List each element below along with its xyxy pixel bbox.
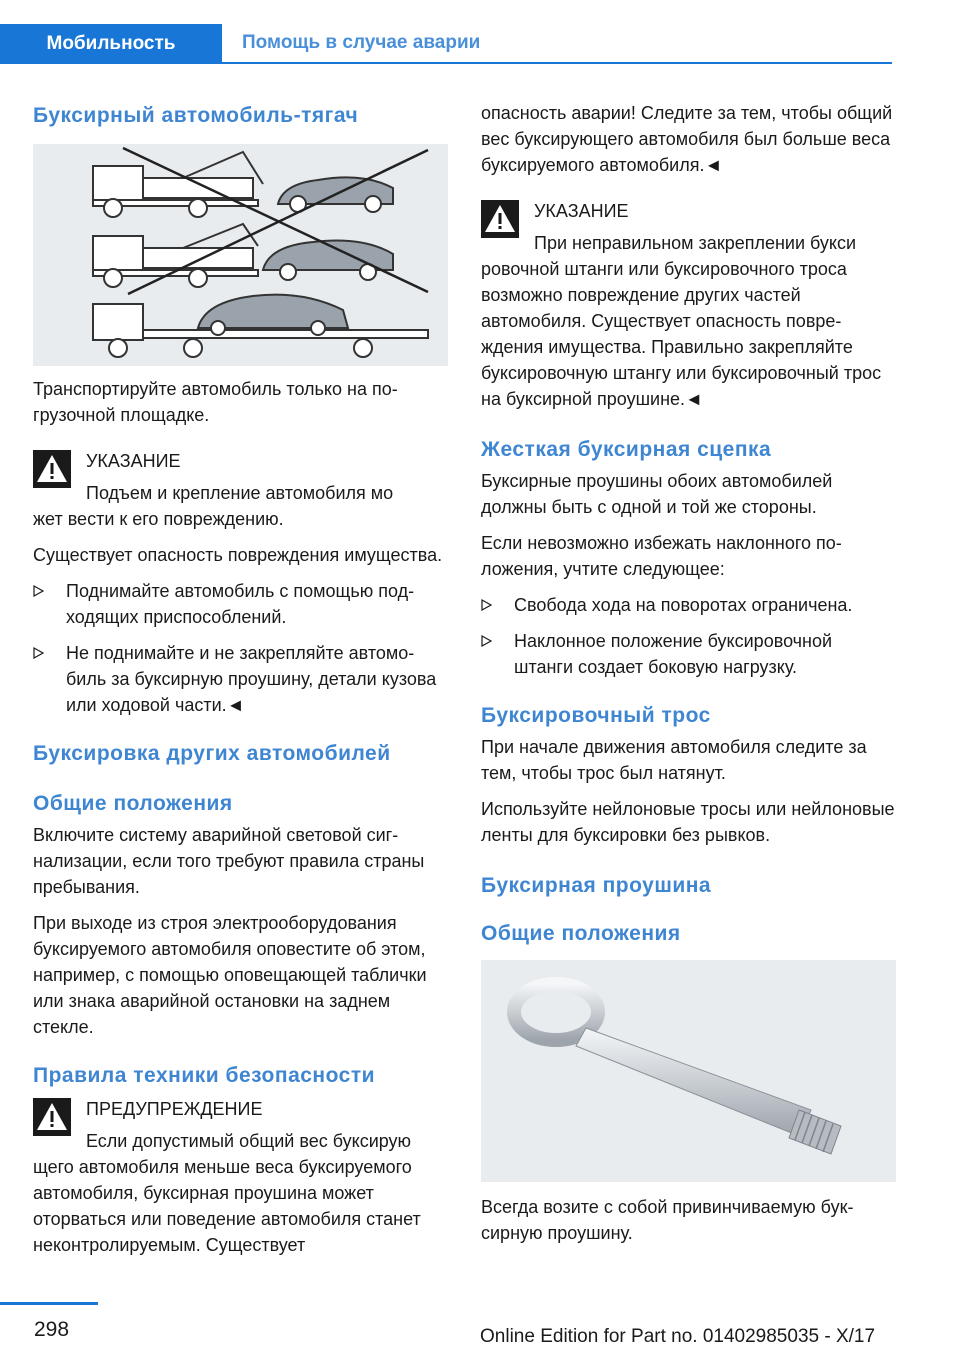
warning-text-first-line: Подъем и крепление автомобиля мо bbox=[86, 483, 394, 503]
paragraph-damage-risk: Существует опасность повреждения имущества. bbox=[33, 545, 443, 565]
bullet-text: Свобода хода на поворотах ограничена. bbox=[514, 595, 853, 615]
heading-general-2: Общие положения bbox=[481, 922, 681, 945]
paragraph-always-carry: Всегда возите с собой привинчиваемую буксирную проушину. bbox=[481, 1197, 854, 1243]
warning-label: ПРЕДУПРЕЖДЕНИЕ bbox=[86, 1099, 263, 1119]
bullet-item bbox=[33, 640, 448, 718]
right-column bbox=[481, 100, 896, 1246]
left-column bbox=[33, 96, 448, 1258]
warning-text-first-line: Если допустимый общий вес буксирую bbox=[86, 1131, 412, 1151]
warning-label: УКАЗАНИЕ bbox=[86, 451, 181, 471]
warning-triangle-icon bbox=[481, 200, 519, 238]
warning-text-rest: жет вести к его повреждению. bbox=[33, 509, 284, 529]
paragraph-accident-risk: опасность аварии! Следите за тем, чтобы общий вес буксирующего автомобиля был больше веса буксируемого автомобиля.◄ bbox=[481, 103, 893, 175]
warning-triangle-icon bbox=[33, 450, 71, 488]
heading-tow-vehicle: Буксирный автомобиль-тягач bbox=[33, 104, 359, 127]
edition-note: Online Edition for Part no. 01402985035 - X/17 bbox=[480, 1326, 876, 1347]
towing-eye-illustration bbox=[481, 960, 896, 1182]
page-number: 298 bbox=[34, 1318, 70, 1341]
warning-block-2 bbox=[33, 1096, 448, 1258]
tow-truck-illustration bbox=[33, 144, 448, 366]
paragraph-rope-2: Используйте нейлоновые тросы или нейлоновые ленты для буксировки без рывков. bbox=[481, 799, 895, 845]
heading-towing-others: Буксировка других автомобилей bbox=[33, 742, 391, 765]
warning-text-first-line: При неправильном закреплении букси bbox=[534, 233, 857, 253]
tab-emergency-help[interactable]: Помощь в случае аварии bbox=[222, 24, 892, 64]
tab-mobility[interactable]: Мобильность bbox=[0, 24, 222, 64]
paragraph-hazard-lights: Включите систему аварийной световой сигнализации, если того требуют правила страны пребывания. bbox=[33, 825, 425, 897]
bullet-item bbox=[33, 578, 448, 630]
heading-towing-eye: Буксирная проушина bbox=[481, 874, 712, 897]
warning-label: УКАЗАНИЕ bbox=[534, 201, 629, 221]
paragraph-electrical-failure: При выходе из строя электрооборудования буксируемого автомобиля оповестите об этом, например, с помощью оповещающей таблички или знака аварийной остановки на заднем стекле. bbox=[33, 913, 427, 1037]
footer-rule bbox=[0, 1302, 98, 1305]
page-header bbox=[0, 0, 960, 64]
heading-safety-rules: Правила техники безопасности bbox=[33, 1064, 376, 1087]
bullet-text: Наклонное положение буксировочной штанги создает боковую нагрузку. bbox=[514, 631, 833, 677]
bullet-item bbox=[481, 592, 896, 618]
warning-text-rest: щего автомобиля меньше веса буксируемого автомобиля, буксирная проушина может оторваться или поведение автомобиля станет неконтролируемым. Существует bbox=[33, 1157, 421, 1255]
warning-triangle-icon bbox=[33, 1098, 71, 1136]
bullet-triangle-icon bbox=[481, 599, 492, 611]
paragraph-rope-1: При начале движения автомобиля следите за тем, чтобы трос был натянут. bbox=[481, 737, 867, 783]
tow-truck-drawing bbox=[33, 144, 448, 366]
heading-tow-rope: Буксировочный трос bbox=[481, 704, 711, 727]
heading-general: Общие положения bbox=[33, 792, 233, 815]
heading-rigid-coupling: Жесткая буксирная сцепка bbox=[481, 438, 772, 461]
bullet-triangle-icon bbox=[481, 635, 492, 647]
bullet-triangle-icon bbox=[33, 585, 44, 597]
warning-block-3 bbox=[481, 198, 896, 412]
bullet-text: Не поднимайте и не закрепляйте автомобиль за буксирную проушину, детали кузова или ходовой части.◄ bbox=[66, 643, 437, 715]
paragraph-transport: Транспортируйте автомобиль только на погрузочной площадке. bbox=[33, 379, 398, 425]
towing-eye-drawing bbox=[481, 960, 896, 1182]
warning-text-rest: ровочной штанги или буксировочного троса возможно повреждение других частей автомобиля. Существует опасность повреждения имущества. Правильно закрепляйте буксировочную штангу или буксировочный трос на буксирной проушине.◄ bbox=[481, 259, 882, 409]
bullet-item bbox=[481, 628, 896, 680]
paragraph-rigid-1: Буксирные проушины обоих автомобилей должны быть с одной и той же стороны. bbox=[481, 471, 833, 517]
paragraph-rigid-2: Если невозможно избежать наклонного положения, учтите следующее: bbox=[481, 533, 842, 579]
warning-block-1 bbox=[33, 448, 448, 532]
bullet-text: Поднимайте автомобиль с помощью подходящих приспособлений. bbox=[66, 581, 415, 627]
bullet-triangle-icon bbox=[33, 647, 44, 659]
